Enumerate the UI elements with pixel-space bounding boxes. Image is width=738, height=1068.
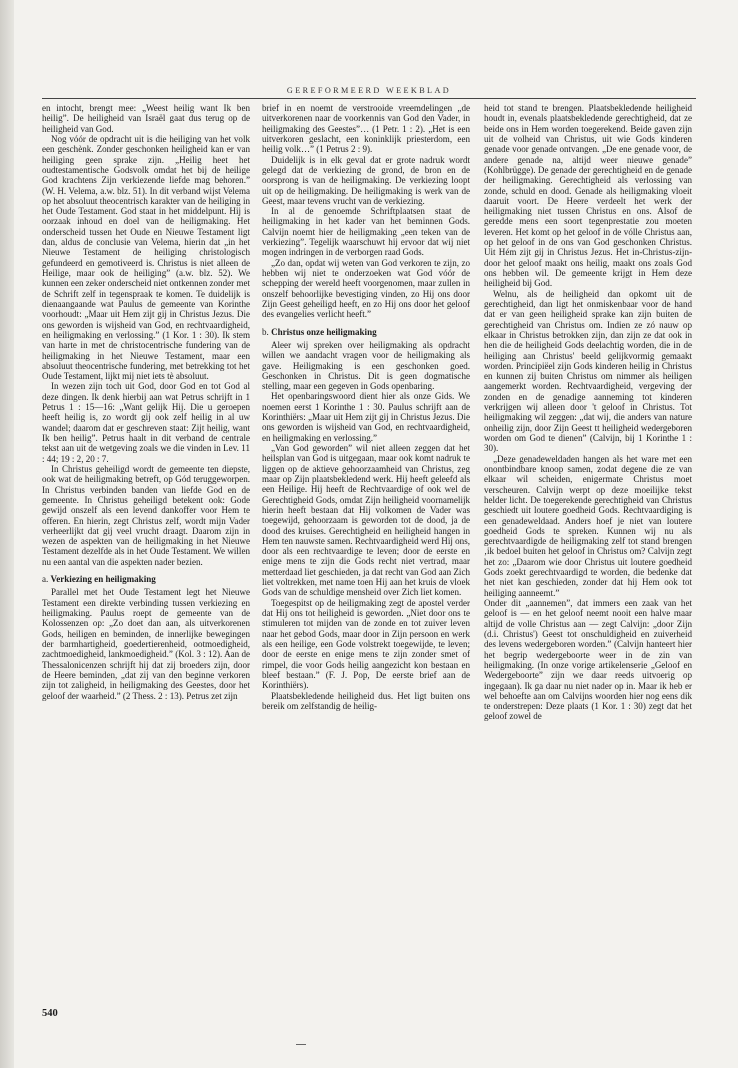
paragraph: Parallel met het Oude Testament legt het Nieuwe Testament een direkte verbinding tussen verkiezing en heiligmaking. Paulus roept de gemeente van de Kolossenzen op: „Zo doet dan aan, als uitverkorenen Gods, heiligen en beminden, de innerlijke bewegingen der barmhartigheid, goedertierenheid, ootmoedigheid, zachtmoedigheid, lankmoedigheid.” (Kol. 3 : 12). Aan de Thessalonicenzen schrijft hij dat zij broeders zijn, door de Heere beminden, „dat zij van den beginne verkoren zijn tot zaligheid, in heiligmaking des Geestes, door het geloof der waarheid.” (2 Thess. 2 : 13). Petrus zet zijn	[42, 587, 250, 701]
section-letter: a.	[42, 574, 49, 585]
section-letter: b.	[262, 326, 269, 337]
section-heading-a	[42, 574, 250, 584]
text-column-2	[262, 103, 470, 711]
page-number: 540	[42, 1008, 58, 1019]
paragraph: Welnu, als de heiligheid dan opkomt uit de gerechtigheid, dan ligt het onmiskenbaar voor de hand dat er van geen heiligheid sprake kan zijn buiten de gerechtigheid van Christus om. Indien ze zó nauw op elkaar in Christus betrokken zijn, dan zijn ze dat ook in hen die de heiligheid Gods deelachtig worden, die in de heiliging aan Christus' beeld gelijkvormig gemaakt worden. Principiëel zijn Gods kinderen heilig in Christus en kunnen zij buiten Christus om nimmer als heiligen aangemerkt worden. Rechtvaardigheid, vergeving der zonden en de genadige aanneming tot kinderen verkrijgen wij alleen door 't geloof in Christus. Tot heiligmaking wil zeggen: „dat wij, die anders van nature onheilig zijn, door Zijn Geest tt heiligheid wedergeboren worden om God te dienen” (Calvijn, bij 1 Korinthe 1 : 30).	[484, 288, 692, 454]
paragraph: „Van God geworden” wil niet alleen zeggen dat het heilsplan van God is uitgegaan, maar ook komt nadruk te liggen op de aktieve gehoorzaamheid van Christus, zeg maar op Zijn plaatsbekledend werk. Hij heeft geleefd als een Heilige. Hij heeft de Rechtvaardige of ook wel de Gerechtigheid Gods, omdat Zijn heiligheid voornamelijk hierin heeft bestaan dat Hij volkomen de Vader was toegewijd, gehoorzaam is geworden tot de dood, ja de dood des kruises. Gerechtigheid en heiligheid hangen in Hem ten nauwste samen. Rechtvaardigheid werd Hij ons, door als een rechtvaardige te leven; door de eerste en enige mens te zijn die Gods recht niet vertrad, maar metterdaad liet geschieden, ja dat recht van God aan Zich liet voltrekken, met name toen Hij aan het kruis de vloek Gods van de schuldige mensheid over Zich liet komen.	[262, 443, 470, 598]
paragraph: „Deze genadeweldaden hangen als het ware met een onontbindbare knoop samen, zodat degene die ze van elkaar wil scheiden, enigermate Christus moet verscheuren. Calvijn werpt op deze moeilijke tekst helder licht. De toegerekende gerechtigheid van Christus geschiedt uit loutere goedheid Gods. Rechtvaardiging is een genadeweldaad. Anders hoef je niet van loutere goedheid Gods te spreken. Kunnen wij nu als gerechtvaardigde de heiligmaking zelf tot stand brengen ‚ik bedoel buiten het geloof in Christus om? Calvijn zegt het zo: „Daarom wie door Christus uit loutere goedheid Gods zoekt gerechtvaardigd te worden, die bedenke dat het niet kan geschieden, zonder dat hij Hem ook tot heiliging aanneemt.”	[484, 453, 692, 598]
section-title: Verkiezing en heiligmaking	[50, 574, 156, 585]
section-heading-b	[262, 327, 470, 337]
paragraph: In Christus geheiligd wordt de gemeente ten diepste, ook wat de heiligmaking betreft, op Gód teruggeworpen. In Christus verbinden banden van liefde God en de gemeente. In Christus geheiligd betekent ook: Gode gewijd onszelf als een levend dankoffer voor Hem te offeren. En hierin, zegt Christus zelf, wordt mijn Vader verheerlijkt dat gij veel vrucht draagt. Daarom zijn in wezen de aspekten van de heiligmaking in het Nieuwe Testament dezelfde als in het Oude Testament. We willen nu een aantal van die aspekten nader bezien.	[42, 463, 250, 567]
text-column-3	[484, 103, 692, 722]
paragraph: Duidelijk is in elk geval dat er grote nadruk wordt gelegd dat de verkiezing de grond, de bron en de oorsprong is van de heiligmaking. De verkiezing loopt uit op de heiligmaking. De heiligmaking is werk van de Geest, maar tevens vrucht van de verkiezing.	[262, 154, 470, 206]
header-rule	[42, 98, 696, 99]
section-title: Christus onze heiligmaking	[271, 326, 377, 337]
bottom-mark	[296, 1044, 306, 1045]
paragraph: brief in en noemt de verstrooide vreemdelingen „de uitverkorenen naar de voorkennis van God den Vader, in heiligmaking des Geestes”… (1 Petr. 1 : 2). „Het is een uitverkoren geslacht, een koninklijk priesterdom, een heilig volk…” (1 Petrus 2 : 9).	[262, 103, 470, 155]
text-column-1	[42, 103, 250, 701]
paragraph: Aleer wij spreken over heiligmaking als opdracht willen we aandacht vragen voor de heiligmaking als gave. Heiligmaking is een geschonken goed. Geschonken in Christus. Dit is geen dogmatische stelling, maar een gegeven in Gods openbaring.	[262, 339, 470, 392]
paragraph: Onder dit „aannemen”, dat immers een zaak van het geloof is — en het geloof neemt nooit een halve maar altijd de volle Christus aan — zegt Calvijn: „door Zijn (d.i. Christus') Geest tot onschuldigheid en zuiverheid des levens wedergeboren worden.” (Calvijn hanteert hier het begrip wedergeboorte weer in de zin van heiligmaking. (In onze vorige artikelenserie „Geloof en Wedergeboorte” zijn we daar reeds uitvoerig op ingegaan). Ik ga daar nu niet nader op in. Maar ik heb er wel behoefte aan om Calvijns woorden hier nog eens dik te onderstrepen: Deze plaats (1 Kor. 1 : 30) zegt dat het geloof zowel de	[484, 598, 692, 722]
page-edge	[0, 0, 14, 1068]
paragraph: Nog vóór de opdracht uit is die heiliging van het volk een geschènk. Zonder geschonken heiligheid kan er van heiliging geen sprake zijn. „Heilig heet het oudtestamentische Godsvolk omdat het bij de heilige God krachtens Zijn verkiezende liefde mag behoren.” (W. H. Velema, a.w. blz. 51). In dit verband wijst Velema op het absoluut theocentrisch karakter van de heiliging in het Oude Testament. God staat in het middelpunt. Hij is oorzaak inhoud en doel van de heiligmaking. Het onderscheid tussen het Oude en Nieuwe Testament ligt dan, aldus de conclusie van Velema, hierin dat „in het Nieuwe Testament de heiliging christologisch gefundeerd en gemotiveerd is. Christus is niet alleen de Heilige, maar ook de heiliging” (a.w. blz. 52). We kunnen een zeker onderscheid niet ontkennen zonder met de Schrift zelf in tegenspraak te komen. Te duidelijk is dienaangaande wat Paulus de gemeente van Korinthe voorhoudt: „Maar uit Hem zijt gij in Christus Jezus. Die ons geworden is wijsheid van God, en rechtvaardigheid, en heiligmaking en verlossing.” (1 Kor. 1 : 30). Ik stem van harte in met de christocentrische fundering van de heiligmaking in het Nieuwe Testament, maar een absoluut theocentrische fundering, met betrekking tot het Oude Testament, lijkt mij niet iets tè absoluut.	[42, 133, 250, 382]
paragraph: In al de genoemde Schriftplaatsen staat de heiligmaking in het kader van het beminnen Gods. Calvijn noemt hier de heiligmaking „een teken van de verkiezing”. Tegelijk waarschuwt hij ervoor dat wij niet mogen indringen in de verborgen raad Gods.	[262, 206, 470, 258]
paragraph: Het openbaringswoord dient hier als onze Gids. We noemen eerst 1 Korinthe 1 : 30. Paulus schrijft aan de Korinthiërs: „Maar uit Hem zijt gij in Christus Jezus. Die ons geworden is wijsheid van God, en rechtvaardigheid, en heiligmaking en verlossing.”	[262, 391, 470, 443]
paragraph: heid tot stand te brengen. Plaatsbekledende heiligheid houdt in, evenals plaatsbekledende gerechtigheid, dat ze beide ons in Hem worden toegerekend. Beide gaven zijn uit de volheid van Christus, uit wie Gods kinderen genade voor genade ontvangen. „De ene genade voor, de andere genade na, altijd weer nieuwe genade” (Kohlbrügge). De genade der gerechtigheid en de genade der heiligmaking. Gerechtigheid als verlossing van zonde, schuld en dood. Genade als heiligmaking vloeit daaruit voort. De Heere verdeelt het werk der heiligmaking niet tussen Christus en ons. Alsof de geredde mens een soort tegenprestatie zou moeten leveren. Het komt op het geloof in de vólle Christus aan, op het geloof in de ons van God geschonken Christus. Uit Hém zijt gij in Christus Jezus. Het in-Christus-zijn-door het geloof maakt ons heilig, maakt ons zoals God ons hebben wil. De gemeente krijgt in Hem deze heiligheid bij God.	[484, 103, 692, 289]
paragraph: Plaatsbekledende heiligheid dus. Het ligt buiten ons bereik om zelfstandig de heilig-	[262, 690, 470, 711]
paragraph: Toegespitst op de heiligmaking zegt de apostel verder dat Hij ons tot heiligheid is geworden. „Niet door ons te stimuleren tot mijden van de zonde en tot zuiver leven naar het gebod Gods, maar door in Zijn persoon en werk als een heilige, een Gode volstrekt toegewijde, te leven; door de eerste en enige mens te zijn zonder smet of rimpel, die voor Gods heilig aangezicht kon bestaan en bleef bestaan.” (F. J. Pop, De eerste brief aan de Korinthiërs).	[262, 597, 470, 691]
paragraph: „Zo dan, opdat wij weten van God verkoren te zijn, zo hebben wij niet te onderzoeken wat God vóór de schepping der wereld heeft voorgenomen, maar zullen in onszelf behoorlijke bevestiging vinden, zo Hij ons door Zijn Geest geheiligd heeft, en zo Hij ons door het geloof des evangelies verlicht heeft.”	[262, 257, 470, 320]
paragraph: In wezen zijn toch uit God, door God en tot God al deze dingen. Ik denk hierbij aan wat Petrus schrijft in 1 Petrus 1 : 15—16: „Want gelijk Hij. Die u geroepen heeft heilig is, zo wordt gij ook zelf heilig in al uw wandel; daarom dat er geschreven staat: Zijt heilig, want Ik ben heilig”. Petrus haalt in dit verband de centrale tekst aan uit de wetgeving zoals we die vinden in Lev. 11 : 44; 19 : 2, 20 : 7.	[42, 381, 250, 464]
running-header: GEREFORMEERD WEEKBLAD	[286, 86, 452, 95]
paragraph: en intocht, brengt mee: „Weest heilig want Ik ben heilig”. De heiligheid van Israël gaat dus terug op de heiligheid van God.	[42, 103, 250, 134]
